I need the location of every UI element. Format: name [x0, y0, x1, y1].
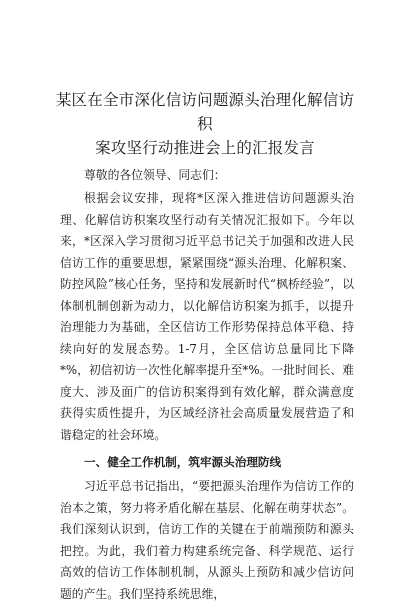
- title-line-2: 案攻坚行动推进会上的汇报发言: [95, 139, 315, 157]
- salutation: 尊敬的各位领导、同志们：: [84, 168, 226, 182]
- title-line-1: 某区在全市深化信访问题源头治理化解信访积: [55, 91, 355, 133]
- document-title: [50, 88, 360, 160]
- section-1-paragraph: 习近平总书记指出，“要把源头治理作为信访工作的治本之策，努力将矛盾化解在基层、化解在萌芽状态”。我们深刻认识到，信访工作的关键在于前端预防和源头把控。为此，我们着力构建系统完备、科学规范、运行高效的信访工作体制机制，从源头上预防和减少信访问题的产生。我们坚持系统思维，: [60, 479, 354, 601]
- section-heading-1: 一、健全工作机制，筑牢源头治理防线: [84, 455, 282, 469]
- intro-paragraph: 根据会议安排，现将*区深入推进信访问题源头治理、化解信访积案攻坚行动有关情况汇报如下。今年以来，*区深入学习贯彻习近平总书记关于加强和改进人民信访工作的重要思想，紧紧围绕“源头治理、化解积案、防控风险”核心任务，坚持和发展新时代“枫桥经验”，以体制机制创新为动力，以化解信访积案为抓手，以提升治理能力为基础，全区信访工作形势保持总体平稳、持续向好的发展态势。1-7月，全区信访总量同比下降*%，初信初访一次性化解率提升至*%。一批时间长、难度大、涉及面广的信访积案得到有效化解，群众满意度获得实质性提升，为区域经济社会高质量发展营造了和谐稳定的社会环境。: [60, 191, 354, 442]
